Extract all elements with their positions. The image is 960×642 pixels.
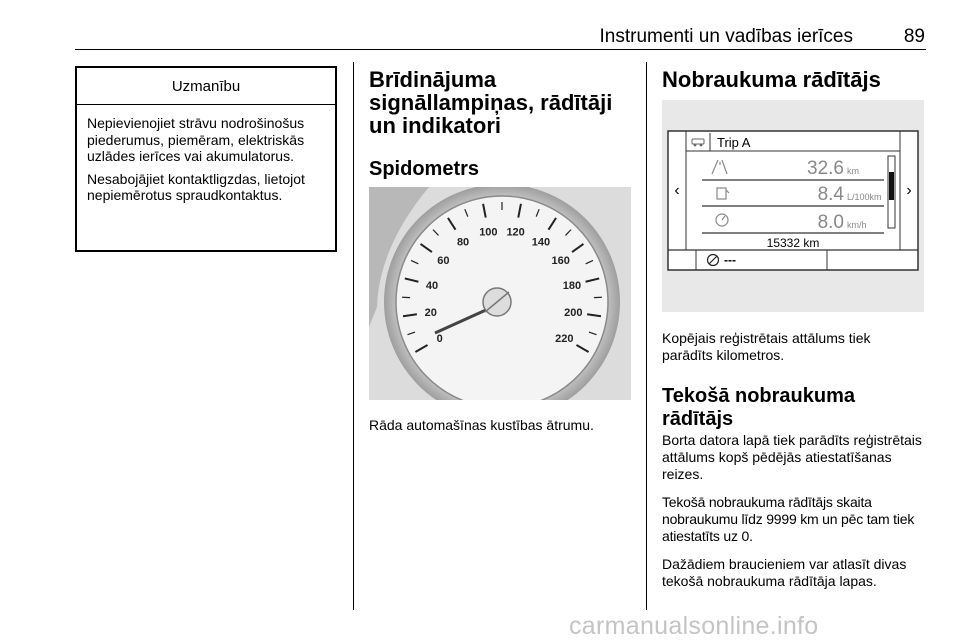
gauge-label: 140	[531, 236, 551, 249]
gauge-label: 60	[437, 255, 450, 268]
warning-lights-heading-line-1: Brīdinājuma	[369, 67, 497, 92]
caution-paragraph-2: Nesabojājiet kontaktligzdas, lietojot nepiemērotus spraudkontaktus.	[87, 170, 305, 203]
page-header	[75, 26, 925, 48]
header-rule	[75, 49, 926, 50]
speedometer-heading: Spidometrs	[369, 158, 480, 180]
trip-odometer-heading-line-2: rādītājs	[662, 408, 734, 430]
odometer-figure	[662, 100, 924, 312]
caution-paragraph-1: Nepievienojiet strāvu nodrošinošus piederumus, piemēram, elektriskās uzlādes ierīces vai akumulatorus.	[87, 115, 305, 164]
average-speed-value: 8.0	[817, 212, 844, 233]
watermark: carmanualsonline.info	[569, 612, 819, 640]
gauge-label: 180	[562, 280, 582, 293]
odometer-caption: Kopējais reģistrētais attālums tiek parādīts kilometros.	[662, 330, 871, 363]
caution-title: Uzmanību	[77, 68, 335, 105]
fuel-consumption-value: 8.4	[817, 184, 844, 205]
speedometer-figure	[369, 187, 631, 400]
warning-lights-heading-line-3: un indikatori	[369, 113, 501, 138]
gauge-label: 200	[564, 307, 583, 320]
average-speed-unit: km/h	[847, 220, 867, 230]
gauge-label: 100	[479, 226, 498, 239]
trip-title: Trip A	[717, 135, 751, 150]
column-divider-1	[353, 62, 354, 610]
odometer-heading: Nobraukuma rādītājs	[662, 67, 881, 92]
caution-body	[77, 105, 335, 204]
trip-odometer-paragraph-2: Tekošā nobraukuma rādītājs skaita nobraukumu līdz 9999 km un pēc tam tiek atiestatīts uz 0.	[662, 494, 915, 544]
trip-odometer-heading-line-1: Tekošā nobraukuma	[662, 385, 856, 407]
caution-box	[75, 66, 337, 252]
nav-left-icon[interactable]: ‹	[674, 182, 680, 199]
trip-odometer-paragraph-3: Dažādiem braucieniem var atlasīt divas tekošā nobraukuma rādītāja lapas.	[662, 556, 907, 589]
gauge-label: 0	[436, 333, 443, 345]
speedometer-caption: Rāda automašīnas kustības ātrumu.	[369, 417, 594, 433]
trip-odometer-paragraph-1: Borta datora lapā tiek parādīts reģistrētais attālums kopš pēdējās atiestatīšanas reizes.	[662, 432, 922, 482]
fuel-consumption-unit: L/100km	[847, 192, 882, 202]
gauge-label: 160	[551, 255, 570, 268]
gauge-label: 20	[424, 307, 437, 320]
scrollbar-thumb[interactable]	[889, 172, 894, 200]
gauge-label: 120	[506, 226, 525, 239]
trip-distance-unit: km	[847, 166, 859, 176]
trip-distance-value: 32.6	[807, 158, 844, 179]
header-title: Instrumenti un vadības ierīces	[599, 26, 853, 47]
odometer-display	[662, 100, 924, 312]
gauge-label: 80	[456, 236, 470, 249]
warning-lights-heading	[369, 68, 639, 137]
page-number: 89	[903, 26, 925, 47]
gauge-label: 220	[555, 333, 574, 345]
warning-lights-heading-line-2: signāllampiņas, rādītāji	[369, 90, 613, 115]
gauge-label: 40	[425, 280, 439, 293]
speedometer-gauge	[369, 187, 631, 400]
nav-right-icon[interactable]: ›	[906, 182, 912, 199]
total-odometer-value: 15332 km	[766, 236, 820, 250]
trip-odometer-heading	[662, 385, 924, 431]
speed-limit-value: ---	[724, 253, 736, 267]
column-divider-2	[646, 62, 647, 610]
